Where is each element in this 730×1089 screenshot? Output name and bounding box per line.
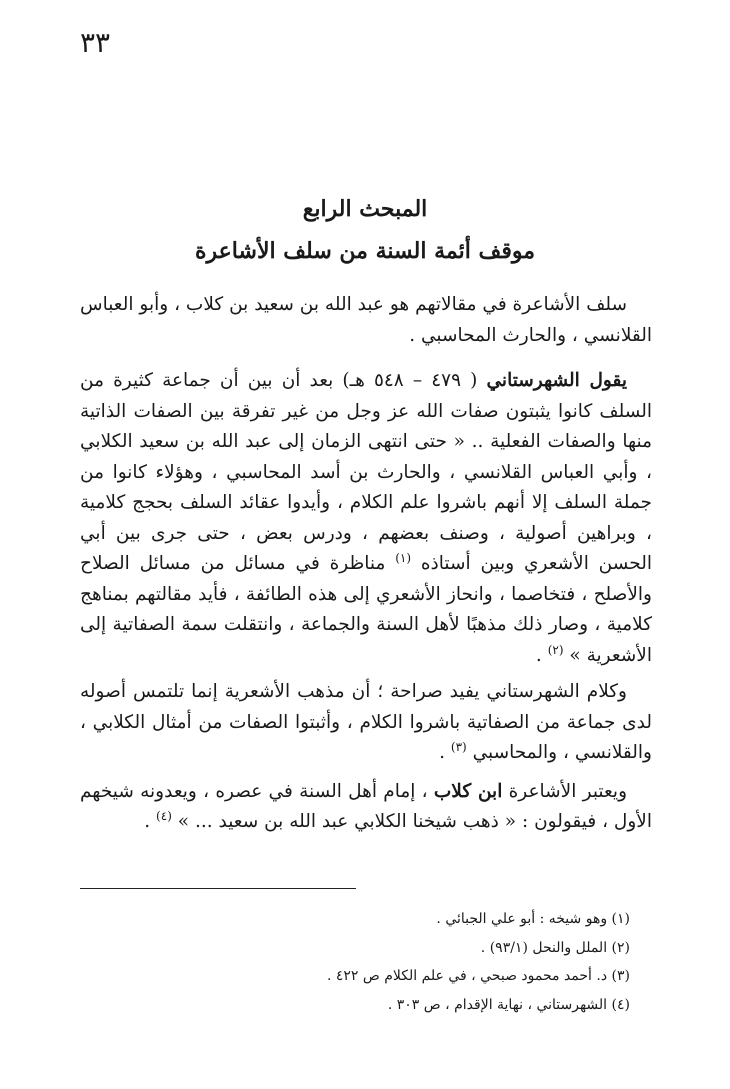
- footnote-ref-1[interactable]: (١): [395, 550, 412, 565]
- paragraph-3: [80, 677, 652, 769]
- body-text: [80, 290, 652, 838]
- footnote-3: (٣) د. أحمد محمود صبحي ، في علم الكلام ص ٤٢٢ .: [326, 968, 630, 984]
- paragraph-2-end: .: [535, 644, 548, 666]
- footnote-divider: [80, 888, 356, 889]
- footnote-ref-4[interactable]: (٤): [156, 808, 172, 823]
- footnote-2: (٢) الملل والنحل (٩٣/١) .: [480, 939, 630, 956]
- paragraph-4: [80, 777, 652, 838]
- footnote-4: (٤) الشهرستاني ، نهاية الإقدام ، ص ٣٠٣ .: [387, 996, 630, 1013]
- footnote-1: (١) وهو شيخه : أبو علي الجبائي .: [436, 911, 630, 927]
- paragraph-4-end: .: [144, 811, 157, 832]
- paragraph-4-start: ويعتبر الأشاعرة: [502, 780, 627, 802]
- paragraph-2-lead: يقول الشهرستاني: [486, 370, 627, 391]
- footnotes: [200, 905, 630, 1019]
- paragraph-3-body: وكلام الشهرستاني يفيد صراحة ؛ أن مذهب الأشعرية إنما تلتمس أصوله لدى جماعة من الصفاتية باشروا الكلام ، وأثبتوا الصفات من أمثال الكلابي ، والقلانسي ، والمحاسبي: [80, 681, 652, 763]
- paragraph-1: سلف الأشاعرة في مقالاتهم هو عبد الله بن سعيد بن كلاب ، وأبو العباس القلانسي ، والحارث المحاسبي .: [80, 294, 652, 346]
- paragraph-4-name: ابن كلاب: [433, 780, 503, 802]
- paragraph-2-body: ( ٤٧٩ – ٥٤٨ هـ) بعد أن بين أن جماعة كثيرة من السلف كانوا يثبتون صفات الله عز وجل من غير تفرقة بين الصفات الذاتية منها والصفات الفعلية .. « حتى انتهى الزمان إلى عبد الله بن سعيد الكلابي ، وأبي العباس القلانسي ، والحارث بن أسد المحاسبي ، وهؤلاء كانوا من جملة السلف إلا أنهم باشروا علم الكلام ، وأيدوا عقائد السلف بحجج كلامية ، وبراهين أصولية ، وصنف بعضهم ، ودرس بعض ، حتى جرى بين أبي الحسن الأشعري وبين أستاذه: [80, 370, 652, 574]
- section-title: موقف أئمة السنة من سلف الأشاعرة: [195, 238, 535, 264]
- paragraph-2-tail: مناظرة في مسائل من مسائل الصلاح والأصلح ، فتخاصما ، وانحاز الأشعري إلى هذه الطائفة ، فأيد مقالتهم بمناهج كلامية ، وصار ذلك مذهبًا لأهل السنة والجماعة ، وانتقلت سمة الصفاتية إلى الأشعرية »: [80, 553, 652, 666]
- footnote-ref-3[interactable]: (٣): [450, 739, 467, 754]
- page-number: ٣٣: [79, 26, 111, 59]
- paragraph-2: [80, 366, 652, 671]
- paragraph-3-end: .: [439, 742, 451, 763]
- paragraph-4-body: ، إمام أهل السنة في عصره ، ويعدونه شيخهم الأول ، فيقولون : « ذهب شيخنا الكلابي عبد الله بن سعيد ... »: [80, 780, 652, 832]
- footnote-ref-2[interactable]: (٢): [547, 642, 564, 657]
- chapter-title: المبحث الرابع: [302, 196, 428, 222]
